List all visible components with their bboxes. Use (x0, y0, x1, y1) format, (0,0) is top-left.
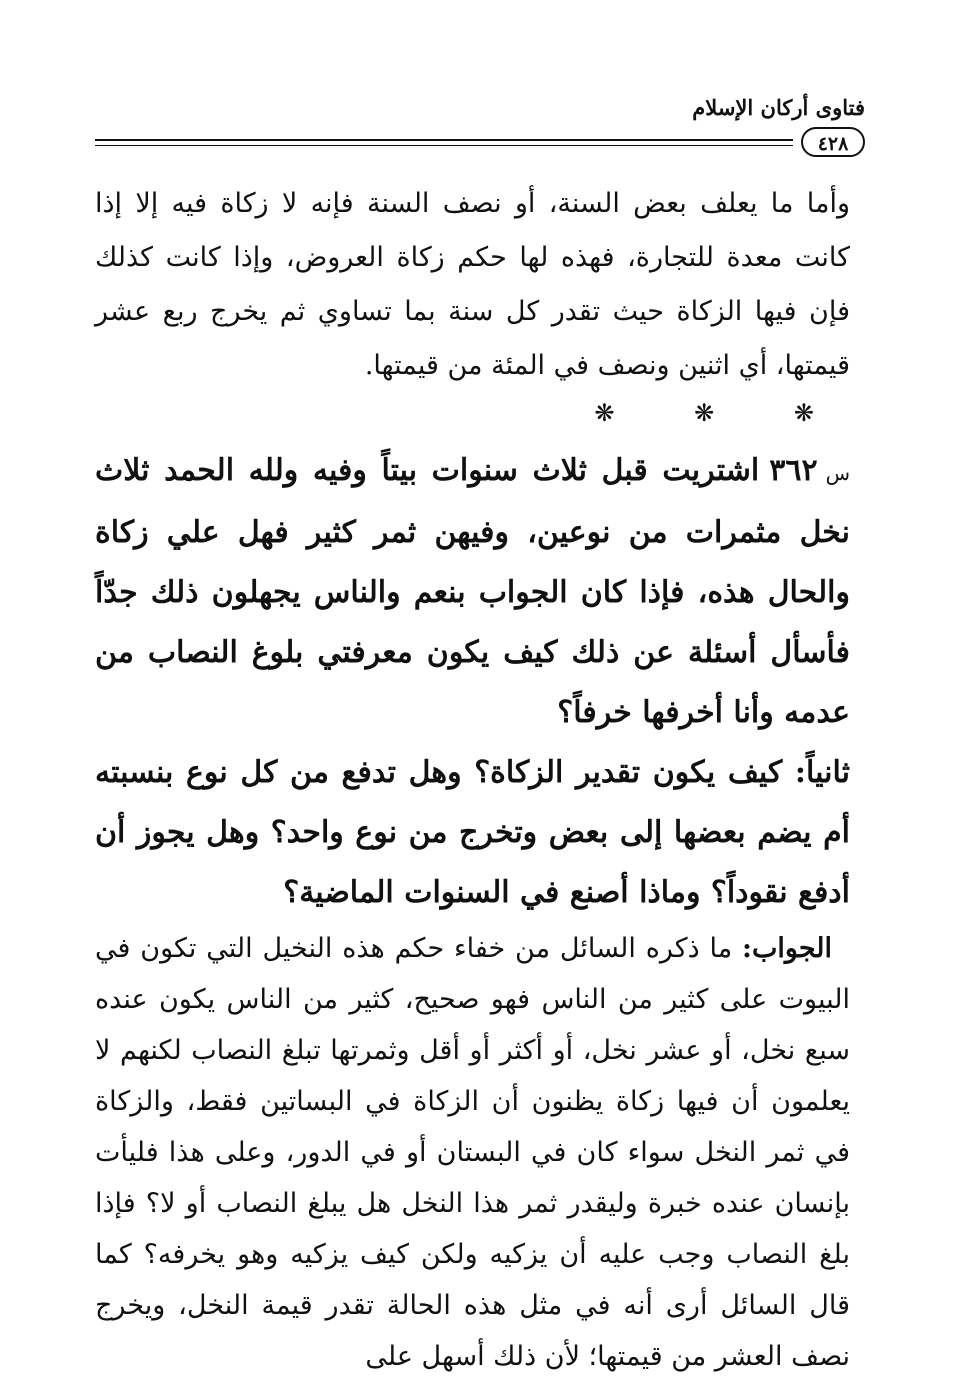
section-separator: ❋ ❋ ❋ (594, 399, 850, 427)
header-rule-thin (95, 145, 793, 146)
intro-paragraph: وأما ما يعلف بعض السنة، أو نصف السنة فإنه لا زكاة فيه إلا إذا كانت معدة للتجارة، فهذه لها حكم زكاة العروض، وإذا كانت كذلك فإن فيها الزكاة حيث تقدر كل سنة بما تساوي ثم يخرج ربع عشر قيمتها، أي اثنين ونصف في المئة من قيمتها. (95, 188, 850, 381)
question-text: اشتريت قبل ثلاث سنوات بيتاً وفيه ولله الحمد ثلاث نخل مثمرات من نوعين، وفيهن ثمر كثير فهل علي زكاة والحال هذه، فإذا كان الجواب بنعم والناس يجهلون ذلك جدّاً فأسأل أسئلة عن ذلك كيف يكون معرفتي بلوغ النصاب من عدمه وأنا أخرفها خرفاً؟ (95, 453, 850, 730)
question-marker: س (825, 461, 850, 485)
question-paragraph (95, 441, 850, 743)
page-number: ٤٢٨ (801, 127, 865, 157)
book-title: فتاوى أركان الإسلام (692, 95, 865, 120)
answer-label: الجواب: (742, 933, 832, 964)
question-second-part: ثانياً: كيف يكون تقدير الزكاة؟ وهل تدفع من كل نوع بنسبته أم يضم بعضها إلى بعض وتخرج من نوع واحد؟ وهل يجوز أن أدفع نقوداً؟ وماذا أصنع في السنوات الماضية؟ (95, 755, 850, 910)
question-number: ٣٦٢ (769, 453, 818, 488)
page-body (95, 177, 850, 1382)
answer-paragraph (95, 923, 850, 1382)
answer-text: ما ذكره السائل من خفاء حكم هذه النخيل التي تكون في البيوت على كثير من الناس فهو صحيح، كثير من الناس يكون عنده سبع نخل، أو عشر نخل، أو أكثر أو أقل وثمرتها تبلغ النصاب لكنهم لا يعلمون أن فيها زكاة يظنون أن الزكاة في البساتين فقط، والزكاة في ثمر النخل سواء كان في البستان أو في الدور، وعلى هذا فليأت بإنسان عنده خبرة وليقدر ثمر هذا النخل هل يبلغ النصاب أو لا؟ فإذا بلغ النصاب وجب عليه أن يزكيه ولكن كيف يزكيه وهو يخرفه؟ كما قال السائل أرى أنه في مثل هذه الحالة تقدر قيمة النخل، ويخرج نصف العشر من قيمتها؛ لأن ذلك أسهل على (95, 933, 850, 1372)
header-rule (95, 139, 793, 141)
page-header (95, 92, 865, 162)
